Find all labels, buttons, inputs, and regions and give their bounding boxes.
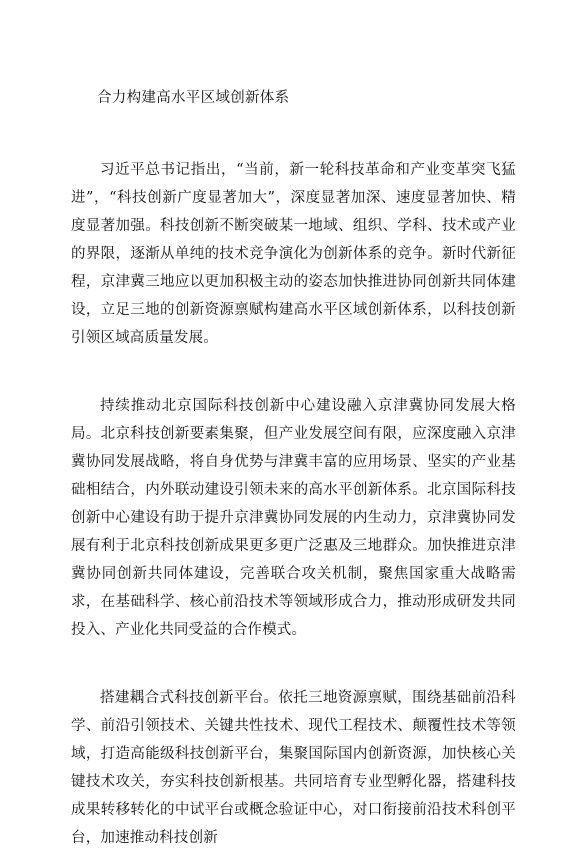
paragraph-innovation-platform: 搭建耦合式科技创新平台。依托三地资源禀赋，围绕基础前沿科学、前沿引领技术、关键共性技术、现代工程技术、颠覆性技术等领域，打造高能级科技创新平台，集聚国际国内创新资源，加快核心关键技术攻关，夯实科技创新根基。共同培育专业型孵化器，搭建科技成果转移转化的中试平台或概念验证中心，对口衔接前沿技术科创平台，加速推动科技创新 (71, 690, 516, 846)
article-title: 合力构建高水平区域创新体系 (97, 90, 290, 106)
paragraph-intro: 习近平总书记指出，“当前，新一轮科技革命和产业变革突飞猛进”，“科技创新广度显著加大”，深度显著加深、速度显著加快、精度显著加强。科技创新不断突破某一地域、组织、学科、技术或产业的界限，逐渐从单纯的技术竞争演化为创新体系的竞争。新时代新征程，京津冀三地应以更加积极主动的姿态加快推进协同创新共同体建设，立足三地的创新资源禀赋构建高水平区域创新体系，以科技创新引领区域高质量发展。 (71, 162, 516, 346)
paragraph-beijing-center: 持续推动北京国际科技创新中心建设融入京津冀协同发展大格局。北京科技创新要素集聚，但产业发展空间有限，应深度融入京津冀协同发展战略，将自身优势与津冀丰富的应用场景、坚实的产业基础相结合，内外联动建设引领未来的高水平创新体系。北京国际科技创新中心建设有助于提升京津冀协同发展的内生动力，京津冀协同发展有利于北京科技创新成果更多更广泛惠及三地群众。加快推进京津冀协同创新共同体建设，完善联合攻关机制，聚焦国家重大战略需求，在基础科学、核心前沿技术等领域形成合力，推动形成研发共同投入、产业化共同受益的合作模式。 (71, 398, 516, 638)
